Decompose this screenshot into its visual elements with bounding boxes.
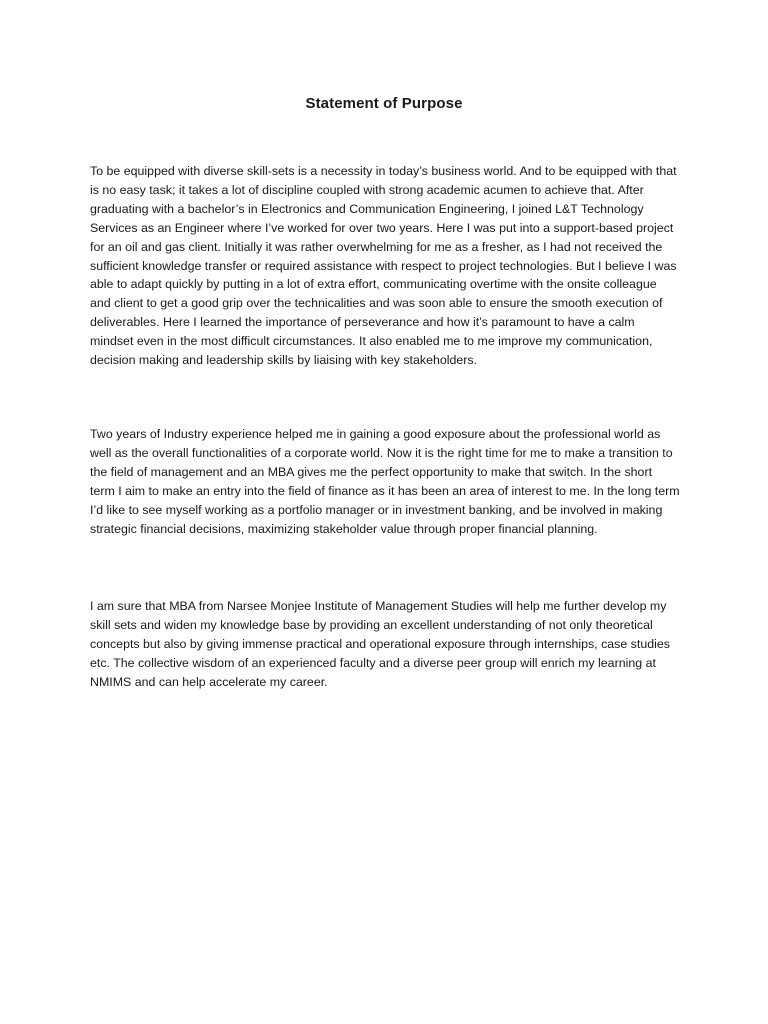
page-title: Statement of Purpose	[305, 95, 463, 112]
paragraph-2: Two years of Industry experience helped me in gaining a good exposure about the professional world as well as the overall functionalities of a corporate world. Now it is the right time for me to make a transition to the field of management and an MBA gives me the perfect opportunity to make that switch. In the short term I aim to make an entry into the field of finance as it has been an area of interest to me. In the long term I’d like to see myself working as a portfolio manager or in investment banking, and be involved in making strategic financial decisions, maximizing stakeholder value through proper financial planning.	[90, 427, 680, 536]
paragraph-1: To be equipped with diverse skill-sets is a necessity in today’s business world. And to be equipped with that is no easy task; it takes a lot of discipline coupled with strong academic acumen to achieve that. After graduating with a bachelor’s in Electronics and Communication Engineering, I joined L&T Technology Services as an Engineer where I’ve worked for over two years. Here I was put into a support-based project for an oil and gas client. Initially it was rather overwhelming for me as a fresher, as I had not received the sufficient knowledge transfer or required assistance with respect to project technologies. But I believe I was able to adapt quickly by putting in a lot of extra effort, communicating overtime with the onsite colleague and client to get a good grip over the technicalities and was soon able to ensure the smooth execution of deliverables. Here I learned the importance of perseverance and how it’s paramount to have a calm mindset even in the most difficult circumstances. It also enabled me to me improve my communication, decision making and leadership skills by liaising with key stakeholders.	[90, 164, 677, 368]
paragraph-3: I am sure that MBA from Narsee Monjee Institute of Management Studies will help me further develop my skill sets and widen my knowledge base by providing an excellent understanding of not only theoretical concepts but also by giving immense practical and operational exposure through internships, case studies etc. The collective wisdom of an experienced faculty and a diverse peer group will enrich my learning at NMIMS and can help accelerate my career.	[90, 599, 670, 689]
